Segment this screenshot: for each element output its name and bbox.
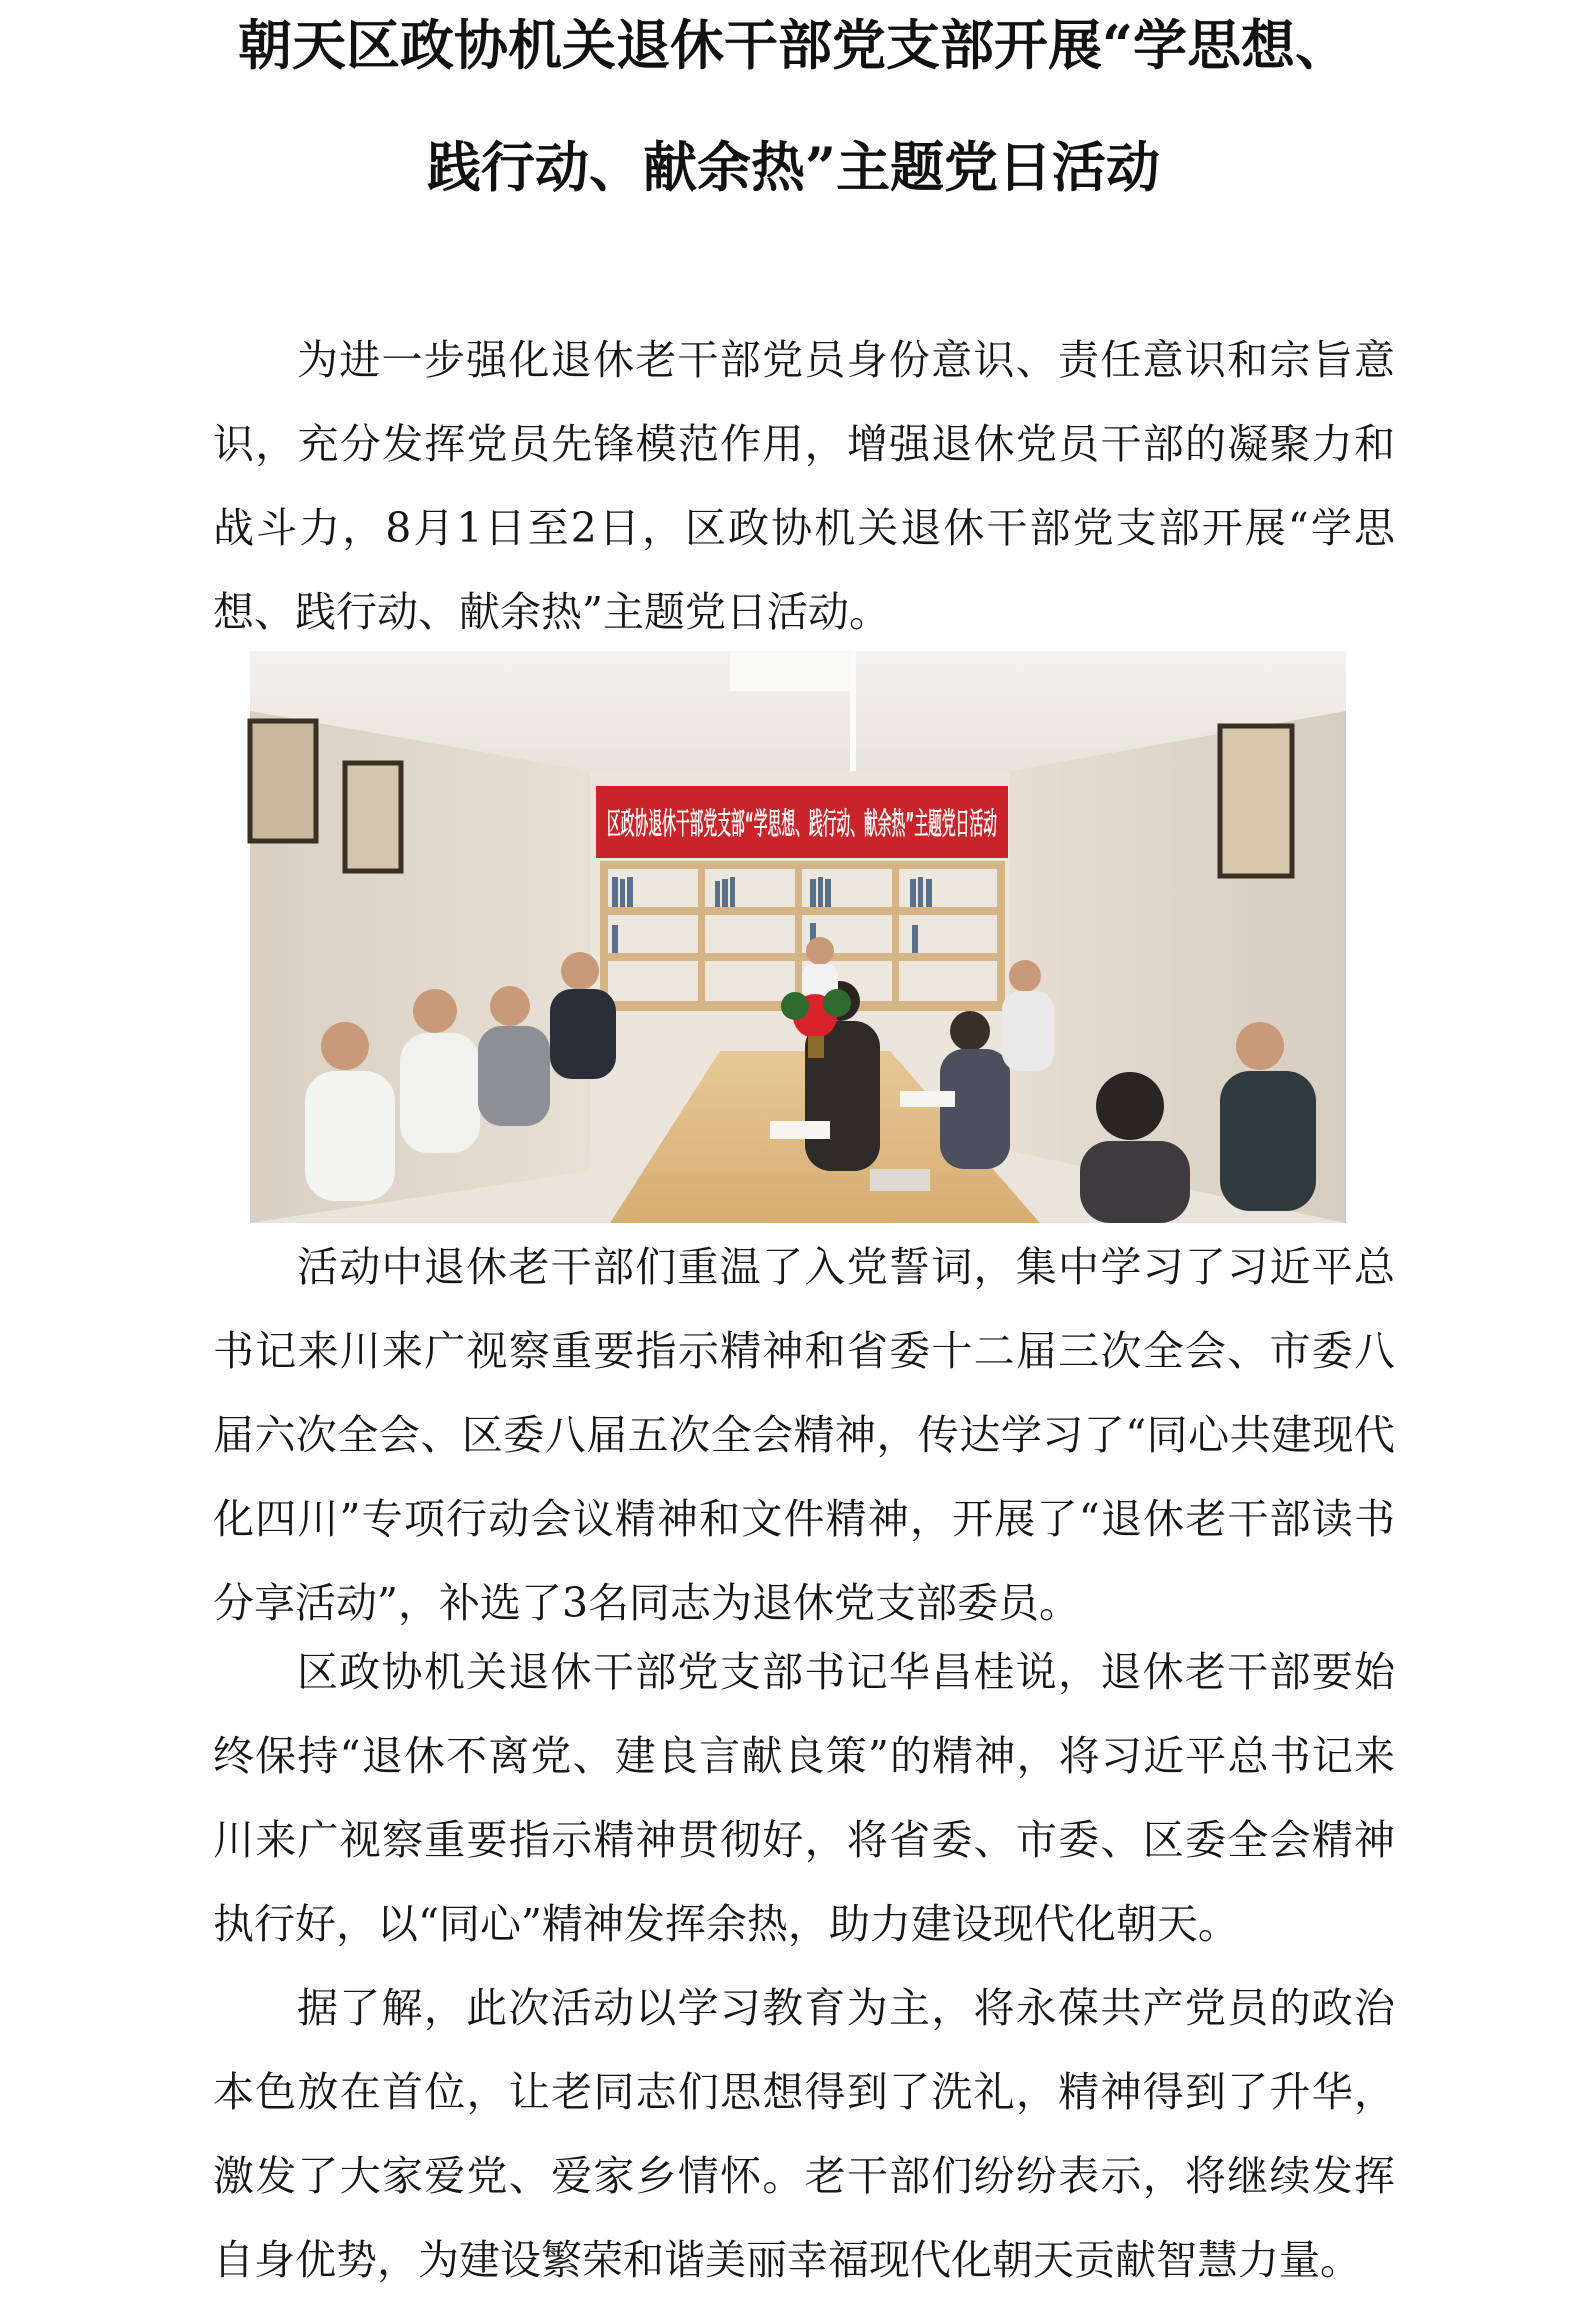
- paragraph-2: 活动中退休老干部们重温了入党誓词，集中学习了习近平总书记来川来广视察重要指示精神和省委十二届三次全会、市委八届六次全会、区委八届五次全会精神，传达学习了“同心共建现代化四川”专项行动会议精神和文件精神，开展了“退休老干部读书分享活动”，补选了3名同志为退休党支部委员。: [213, 1243, 1395, 1627]
- article-title-line-1: 朝天区政协机关退休干部党支部开展“学思想、: [237, 13, 1350, 77]
- article-title-line-2: 践行动、献余热”主题党日活动: [426, 135, 1161, 199]
- paragraph-3: 区政协机关退休干部党支部书记华昌桂说，退休老干部要始终保持“退休不离党、建良言献良策”的精神，将习近平总书记来川来广视察重要指示精神贯彻好，将省委、市委、区委全会精神执行好，以“同心”精神发挥余热，助力建设现代化朝天。: [213, 1648, 1395, 1948]
- banner-text: 区政协退休干部党支部“学思想、践行动、献余热”主题党日活动: [607, 807, 997, 842]
- paragraph-4: 据了解，此次活动以学习教育为主，将永葆共产党员的政治本色放在首位，让老同志们思想得到了洗礼，精神得到了升华，激发了大家爱党、爱家乡情怀。老干部们纷纷表示，将继续发挥自身优势，为建设繁荣和谐美丽幸福现代化朝天贡献智慧力量。: [213, 1984, 1395, 2284]
- meeting-photo: [250, 651, 1346, 1223]
- paragraph-1: 为进一步强化退休老干部党员身份意识、责任意识和宗旨意识，充分发挥党员先锋模范作用，增强退休党员干部的凝聚力和战斗力，8月1日至2日，区政协机关退休干部党支部开展“学思想、践行动、献余热”主题党日活动。: [213, 336, 1395, 636]
